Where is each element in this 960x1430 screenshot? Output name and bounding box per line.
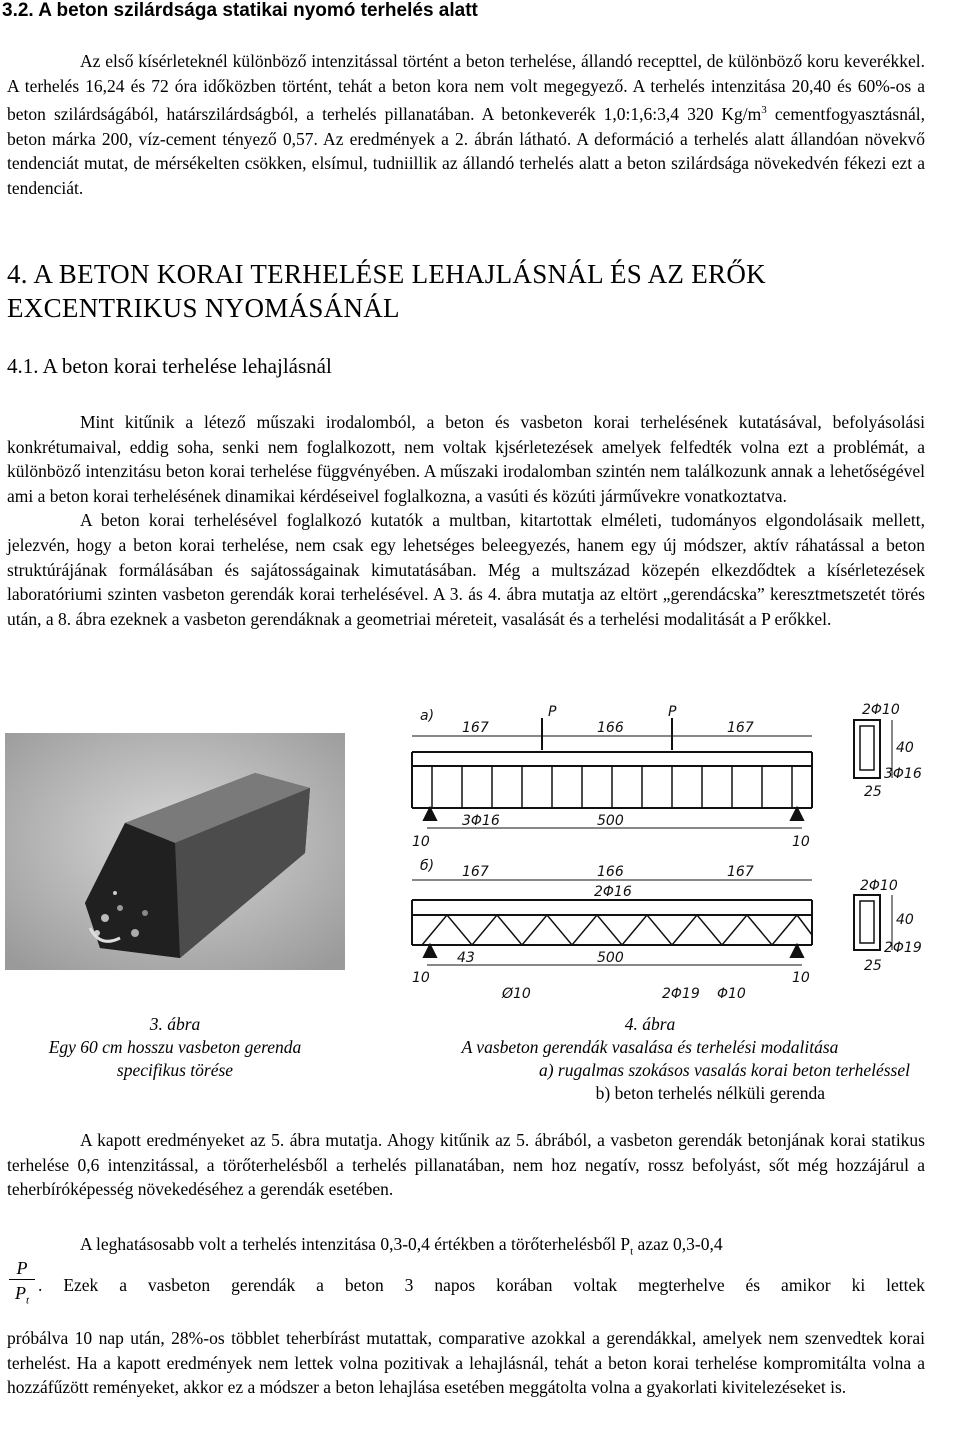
text-run: cementfogyasztásnál, beton márka 200, víz-cement tényező 0,57. Az eredmények a 2. ábrán látható. A deformáció a terhelés alatt állandóan növekvő tendenciát mutat, de mérsékelten csökken, elsímul, tudniillik az állandó terhelés alatt a beton szilárdsága növekedvén fékezi ezt a tendenciát. [7, 104, 925, 198]
bar-2f19: 2Φ19 [884, 940, 922, 956]
paragraph-4-1 [7, 410, 925, 631]
bar-3f16: 3Φ16 [884, 766, 922, 782]
beam-reinforcement-drawing [372, 700, 940, 1000]
dim-500: 500 [597, 950, 624, 966]
dim-10: 10 [792, 970, 810, 986]
dim-166: 166 [597, 864, 624, 880]
fraction-numerator: P [16, 1258, 28, 1278]
text-block: A beton korai terhelésével foglalkozó kutatók a multban, kitartottak elméleti, tudományos elgondolásaik mellett, jelezvén, hogy a beton korai terhelése, nem csak egy lehetséges beleegyezés, hanem egy új módszer, aktív ráhatással a beton struktúrájának formálásában és sajátosságainak kimutatásában. Még a multszázad közepén elkezdődtek a kísérletezések laboratóriumi szinten vasbeton gerendák korai terhelésével. A 3. ás 4. ábra mutatja az eltört „gerendácska” keresztmetszetét törés után, a 8. ábra ezeknek a vasbeton gerendáknak a geometriai méreteit, vasalását és a terhelési modalitását a P erőkkel. [7, 510, 925, 629]
dim-25: 25 [864, 958, 882, 974]
text-run: A leghatásosabb volt a terhelés intenzitása 0,3-0,4 értékben a törőterhelésből P [80, 1234, 631, 1254]
figure-caption-text: Egy 60 cm hosszu vasbeton gerenda specifikus törése [48, 1037, 302, 1080]
text-block: A kapott eredményeket az 5. ábra mutatja. Ahogy kitűnik az 5. ábrából, a vasbeton gerendák betonjának korai statikus terhelése 0,6 intenzitással, a törőterhelésből a terhelés pillanatában, nem hoz negatív, rossz befolyást, sőt még hozzájárul a teherbíróképesség növekedéséhez a gerendák esetében. [7, 1130, 925, 1200]
dim-40: 40 [896, 740, 914, 756]
bar-2f10: 2Φ10 [862, 702, 900, 718]
text-block: Mint kitűnik a létező műszaki irodalomból, a beton és vasbeton korai terhelésének kutatásával, befolyásolási konkrétumaival, eddig soha, senki nem foglalkozott, nem voltak kjsérletezések amelyek felfedték volna ezt a problémát, a különböző intenzitásu beton korai terhelése függvényében. A műszaki irodalomban szintén nem találkozunk annak a lehetőségével ami a beton korai terhelésének dinamikai kérdéseivel foglalkozna, a vasúti és közúti járművekre vonatkoztatva. [7, 412, 925, 506]
results-paragraph-1 [7, 1128, 925, 1202]
fraction-denominator: $P_t$ [14, 1283, 30, 1307]
figure-label: 3. ábra [149, 1014, 201, 1034]
section-heading-3-2: 3.2. A beton szilárdsága statikai nyomó terhelés alatt [2, 0, 478, 21]
bar-3f16: 3Φ16 [462, 813, 500, 829]
results-line-after-fraction: . Ezek a vasbeton gerendák a beton 3 napos korában voltak megterhelve és amikor ki lettek [38, 1275, 925, 1295]
dim-167: 167 [462, 864, 489, 880]
bar-2f10: 2Φ10 [860, 878, 898, 894]
load-p: P [548, 704, 557, 720]
dim-25: 25 [864, 784, 882, 800]
label-a: a) [420, 708, 435, 724]
heading-line-1: 4. A BETON KORAI TERHELÉSE LEHAJLÁSNÁL ÉS AZ ERŐK [7, 259, 766, 289]
figure-4-caption [390, 1013, 910, 1105]
paragraph-3-2 [7, 49, 925, 200]
bar-2f16: 2Φ16 [594, 884, 632, 900]
results-paragraph-3 [7, 1326, 925, 1400]
dim-40: 40 [896, 912, 914, 928]
bar-f10: Φ10 [717, 986, 746, 1000]
fraction-p-over-pt [7, 1257, 37, 1314]
superscript: 3 [761, 104, 767, 117]
dim-10: 10 [412, 970, 430, 986]
dim-500: 500 [597, 813, 624, 829]
bar-o10: Ø10 [502, 986, 531, 1000]
figure-caption-item-a: a) rugalmas szokásos vasalás korai beton terheléssel [538, 1060, 910, 1080]
figure-caption-item-b: b) beton terhelés nélküli gerenda [595, 1083, 825, 1103]
dim-167: 167 [727, 720, 754, 736]
broken-beam-image [5, 733, 345, 970]
load-p: P [668, 704, 677, 720]
figure-4-drawing [372, 700, 940, 1000]
text-run: azaz 0,3-0,4 [633, 1234, 723, 1254]
figure-caption-text: A vasbeton gerendák vasalása és terhelési modalitása [461, 1037, 839, 1057]
label-b: б) [420, 858, 435, 874]
dim-43: 43 [457, 950, 475, 966]
figure-3-caption [30, 1013, 320, 1082]
chapter-heading-4 [7, 257, 766, 325]
heading-line-2: EXCENTRIKUS NYOMÁSÁNÁL [7, 293, 400, 323]
dim-10: 10 [792, 834, 810, 850]
figure-label: 4. ábra [624, 1014, 676, 1034]
section-heading-4-1: 4.1. A beton korai terhelése lehajlásnál [7, 354, 332, 378]
bar-2f19: 2Φ19 [662, 986, 700, 1000]
dim-166: 166 [597, 720, 624, 736]
results-paragraph-2 [7, 1232, 925, 1264]
text-block: próbálva 10 nap után, 28%-os többlet teherbírást mutattak, comparative azokkal a gerendákkal, amelyek nem szenvedtek korai terhelést. Ha a kapott eredmények nem lettek volna pozitivak a lehajlásnál, tehát a beton korai terhelése kompromitálta volna a hozzáfűzött reményeket, akkor ez a módszer a beton lehajlása esetében meggátolta volna a gyakorlati kivitelezéseket is. [7, 1328, 925, 1398]
dim-167: 167 [727, 864, 754, 880]
dim-167: 167 [462, 720, 489, 736]
subscript: t [630, 1245, 634, 1258]
dim-10: 10 [412, 834, 430, 850]
text-run: Az első kísérleteknél különböző intenzitással történt a beton terhelése, állandó recepttel, de különböző koru keverékkel. A terhelés 16,24 és 72 óra időközben történt, tehát a beton kora nem volt megegyező. A terhelés intenzitása 20,40 és 60%-os a beton szilárdságából, határszilárdságból, a terhelés pillanatában. A betonkeverék 1,0:1,6:3,4 320 Kg/m [7, 51, 925, 125]
figure-3-photo [5, 733, 345, 970]
